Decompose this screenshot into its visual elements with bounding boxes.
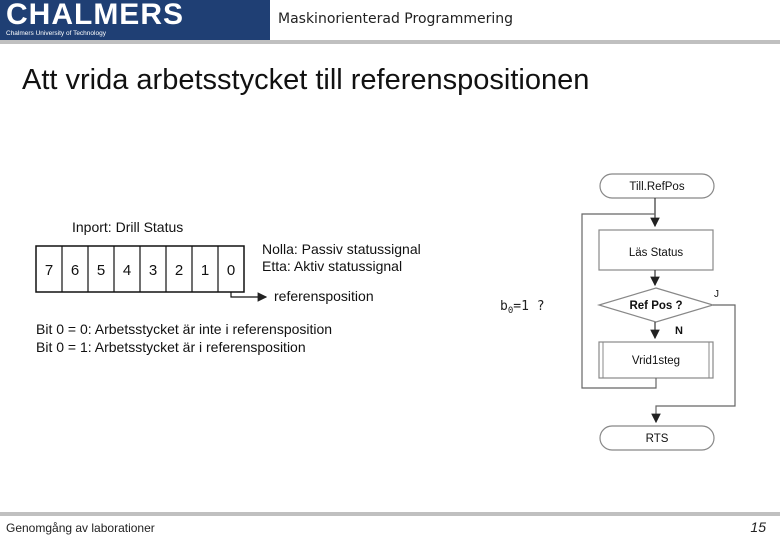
page-number: 15	[750, 519, 766, 535]
condition-label	[500, 299, 545, 316]
start-label: Till.RefPos	[629, 181, 685, 193]
footer-divider	[0, 512, 780, 516]
bit-1: 1	[200, 262, 210, 279]
bit-4: 4	[122, 262, 132, 279]
read-status-label: Läs Status	[628, 247, 684, 259]
bit-0: 0	[226, 262, 236, 279]
condition-var: b	[500, 299, 508, 314]
slide-title: Att vrida arbetsstycket till referenspositionen	[22, 64, 590, 96]
bit-6: 6	[70, 262, 80, 279]
yes-label: J	[714, 289, 719, 300]
end-label: RTS	[645, 433, 669, 445]
condition-rest: =1 ?	[513, 299, 545, 314]
flowchart	[582, 174, 735, 450]
decision-label: Ref Pos ?	[629, 300, 683, 312]
register-dividers	[62, 246, 218, 292]
legend-zero: Nolla: Passiv statussignal	[262, 241, 421, 257]
bit-5: 5	[96, 262, 106, 279]
bit-3: 3	[148, 262, 158, 279]
logo-subtitle: Chalmers University of Technology	[6, 30, 106, 37]
bit0-zero-text: Bit 0 = 0: Arbetsstycket är inte i referensposition	[36, 321, 333, 337]
course-title: Maskinorienterad Programmering	[278, 11, 514, 27]
bit0-one-text: Bit 0 = 1: Arbetsstycket är i referensposition	[36, 339, 306, 355]
arrow-label: referensposition	[274, 288, 374, 304]
logo-wordmark: CHALMERS	[6, 0, 184, 31]
bit-7: 7	[44, 262, 54, 279]
bit-2: 2	[174, 262, 184, 279]
register-caption: Inport: Drill Status	[72, 219, 184, 235]
condition-subscript: 0	[507, 306, 514, 316]
no-label: N	[675, 325, 683, 337]
action-label: Vrid1steg	[631, 355, 681, 367]
legend-one: Etta: Aktiv statussignal	[262, 258, 403, 274]
footer-text: Genomgång av laborationer	[6, 521, 155, 535]
